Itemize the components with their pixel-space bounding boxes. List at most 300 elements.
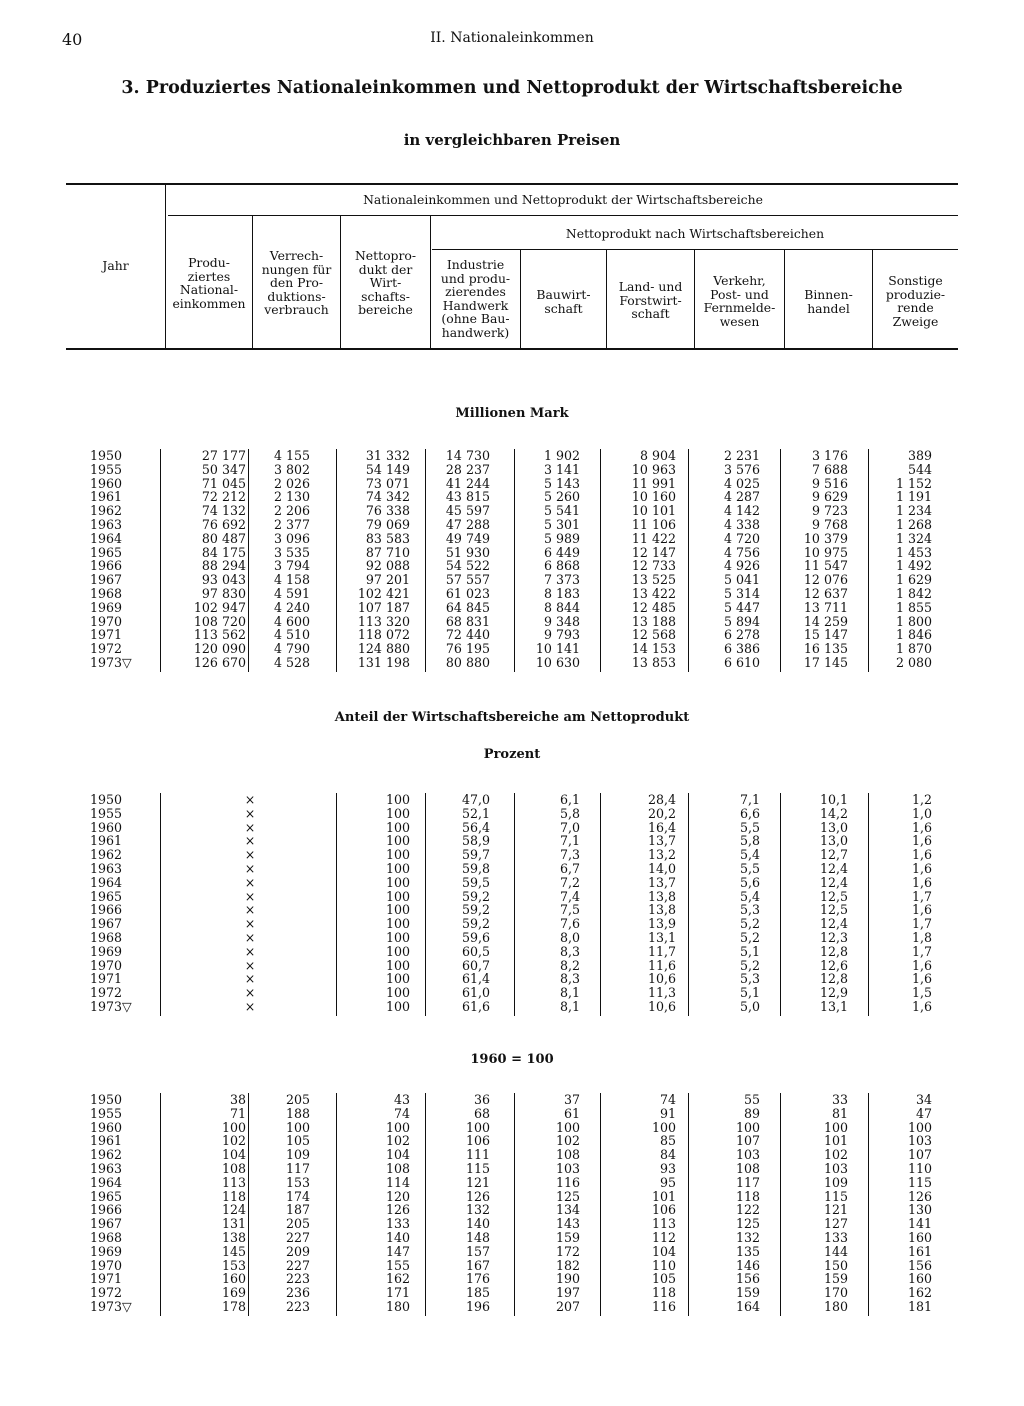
value-cell: 389 [907, 448, 932, 463]
year-cell: 1970 [90, 1257, 123, 1273]
table-row [0, 1286, 1024, 1300]
value-cell: 1,7 [911, 888, 932, 904]
value-cell: 100 [385, 805, 410, 821]
value-cell: 12 147 [631, 544, 676, 560]
value-cell: 10 141 [535, 641, 580, 657]
value-cell: 185 [465, 1285, 490, 1301]
value-cell: 52,1 [461, 805, 490, 821]
cross-mark-cell: × [244, 930, 256, 945]
value-cell: 13 188 [631, 613, 676, 629]
value-cell: 10,1 [819, 792, 848, 807]
value-cell: 59,5 [461, 874, 490, 890]
value-cell: 12 485 [631, 599, 676, 615]
value-cell: 6,6 [739, 805, 760, 821]
table-row [0, 477, 1024, 491]
year-cell: 1962 [90, 847, 123, 863]
value-cell: 133 [385, 1216, 410, 1232]
table-row [0, 490, 1024, 504]
value-cell: 159 [555, 1230, 580, 1245]
value-cell: 11 991 [631, 475, 676, 491]
column-divider [336, 793, 337, 1016]
column-divider [160, 449, 161, 672]
column-divider [425, 793, 426, 1016]
year-cell: 1966 [90, 1202, 123, 1218]
column-divider [688, 793, 689, 1016]
value-cell: 6,1 [559, 792, 580, 807]
value-cell: 113 [221, 1174, 246, 1190]
table-row [0, 1190, 1024, 1204]
value-cell: 108 [385, 1161, 410, 1176]
column-divider [514, 1093, 515, 1316]
value-cell: 8,3 [559, 971, 580, 987]
value-cell: 122 [735, 1202, 760, 1218]
value-cell: 10,6 [647, 971, 676, 987]
value-cell: 107 187 [357, 599, 410, 615]
value-cell: 36 [473, 1092, 490, 1107]
cross-mark-cell: × [244, 847, 256, 863]
value-cell: 1,7 [911, 916, 932, 932]
value-cell: 9 768 [811, 517, 848, 532]
value-cell: 57 557 [445, 572, 490, 588]
value-cell: 4 756 [723, 544, 760, 560]
value-cell: 8,1 [559, 985, 580, 1001]
value-cell: 72 440 [445, 627, 490, 643]
table-row [0, 546, 1024, 560]
cross-mark-cell: × [244, 999, 256, 1014]
column-divider [425, 449, 426, 672]
year-cell: 1964 [90, 1174, 123, 1190]
value-cell: 12,4 [819, 916, 848, 932]
year-cell: 1950 [90, 792, 123, 807]
value-cell: 14 259 [803, 613, 848, 629]
value-cell: 72 212 [201, 489, 246, 505]
value-cell: 8,1 [559, 999, 580, 1014]
table-row [0, 518, 1024, 532]
column-divider [600, 1093, 601, 1316]
value-cell: 100 [651, 1119, 676, 1135]
table-row [0, 1107, 1024, 1121]
value-cell: 111 [465, 1147, 490, 1163]
value-cell: 103 [735, 1147, 760, 1163]
value-cell: 12,5 [819, 888, 848, 904]
year-cell: 1973▽ [90, 999, 132, 1014]
value-cell: 1 800 [895, 613, 932, 629]
year-cell: 1961 [90, 489, 123, 505]
header-col-bauwirtschaft: Bauwirt- schaft [536, 287, 591, 316]
value-cell: 13,0 [819, 819, 848, 835]
value-cell: 148 [465, 1230, 490, 1245]
value-cell: 54 149 [365, 461, 410, 477]
value-cell: 100 [907, 1119, 932, 1135]
value-cell: 97 201 [365, 572, 410, 588]
value-cell: 10 975 [803, 544, 848, 560]
value-cell: 196 [465, 1299, 490, 1314]
value-cell: 100 [385, 874, 410, 890]
header-col-produziertes-nationaleinkommen: Produ- ziertes National- einkommen [172, 255, 246, 311]
value-cell: 6,7 [559, 861, 580, 876]
cross-mark-cell: × [244, 861, 256, 876]
year-cell: 1955 [90, 805, 123, 821]
column-divider [600, 793, 601, 1016]
value-cell: 9 629 [811, 489, 848, 505]
table-row [0, 532, 1024, 546]
value-cell: 1,6 [911, 957, 932, 973]
value-cell: 12,8 [819, 971, 848, 987]
value-cell: 120 090 [193, 641, 246, 657]
value-cell: 143 [555, 1216, 580, 1232]
value-cell: 87 710 [365, 544, 410, 560]
section-millionen-mark: Millionen Mark [455, 406, 569, 421]
value-cell: 103 [555, 1161, 580, 1176]
value-cell: 11 547 [803, 558, 848, 574]
value-cell: 97 830 [201, 586, 246, 601]
year-cell: 1963 [90, 861, 123, 876]
value-cell: 5 989 [543, 530, 580, 546]
table-row [0, 463, 1024, 477]
table-row [0, 1000, 1024, 1014]
year-cell: 1964 [90, 874, 123, 890]
table-row [0, 821, 1024, 835]
value-cell: 127 [823, 1216, 848, 1232]
value-cell: 13,8 [647, 902, 676, 918]
value-cell: 115 [465, 1161, 490, 1176]
value-cell: 9 348 [543, 613, 580, 629]
column-divider [780, 793, 781, 1016]
header-bottom-rule [66, 348, 958, 350]
table-row [0, 793, 1024, 807]
value-cell: 145 [221, 1243, 246, 1259]
year-cell: 1972 [90, 985, 123, 1001]
value-cell: 74 132 [201, 503, 246, 519]
value-cell: 121 [823, 1202, 848, 1218]
value-cell: 112 [651, 1230, 676, 1245]
value-cell: 47,0 [461, 792, 490, 807]
year-cell: 1972 [90, 641, 123, 657]
column-divider [688, 449, 689, 672]
value-cell: 209 [285, 1243, 310, 1259]
value-cell: 8 183 [543, 586, 580, 601]
table-row [0, 1148, 1024, 1162]
value-cell: 1 842 [895, 586, 932, 601]
year-cell: 1971 [90, 627, 123, 643]
value-cell: 15 147 [803, 627, 848, 643]
value-cell: 107 [907, 1147, 932, 1163]
value-cell: 178 [221, 1299, 246, 1314]
value-cell: 9 723 [811, 503, 848, 519]
value-cell: 8,2 [559, 957, 580, 973]
page-subtitle: in vergleichbaren Preisen [403, 131, 621, 149]
value-cell: 1 453 [895, 544, 932, 560]
value-cell: 6 386 [723, 641, 760, 657]
value-cell: 59,8 [461, 861, 490, 876]
value-cell: 138 [221, 1230, 246, 1245]
table-row [0, 1203, 1024, 1217]
value-cell: 180 [823, 1299, 848, 1314]
value-cell: 85 [659, 1133, 676, 1149]
year-cell: 1968 [90, 930, 123, 945]
value-cell: 126 670 [193, 655, 246, 670]
value-cell: 1,6 [911, 861, 932, 876]
page-number: 40 [62, 30, 83, 49]
value-cell: 110 [651, 1257, 676, 1273]
value-cell: 89 [743, 1105, 760, 1121]
column-divider [336, 449, 337, 672]
value-cell: 5,0 [739, 999, 760, 1014]
value-cell: 161 [907, 1243, 932, 1259]
value-cell: 5,2 [739, 957, 760, 973]
year-cell: 1969 [90, 943, 123, 959]
value-cell: 4 155 [273, 448, 310, 463]
table-row [0, 876, 1024, 890]
value-cell: 5,4 [739, 888, 760, 904]
value-cell: 4 720 [723, 530, 760, 546]
value-cell: 133 [823, 1230, 848, 1245]
value-cell: 1 629 [895, 572, 932, 588]
value-cell: 54 522 [445, 558, 490, 574]
value-cell: 38 [229, 1092, 246, 1107]
value-cell: 160 [907, 1271, 932, 1287]
table-row [0, 615, 1024, 629]
value-cell: 167 [465, 1257, 490, 1273]
value-cell: 61 [563, 1105, 580, 1121]
value-cell: 5 447 [723, 599, 760, 615]
value-cell: 1,6 [911, 833, 932, 849]
value-cell: 176 [465, 1271, 490, 1287]
value-cell: 227 [285, 1257, 310, 1273]
value-cell: 8,3 [559, 943, 580, 959]
value-cell: 159 [823, 1271, 848, 1287]
value-cell: 5,6 [739, 874, 760, 890]
value-cell: 544 [907, 461, 932, 477]
value-cell: 84 175 [201, 544, 246, 560]
value-cell: 107 [735, 1133, 760, 1149]
value-cell: 47 [915, 1105, 932, 1121]
value-cell: 113 562 [193, 627, 246, 643]
header-col-industrie: Industrie und produ- zierendes Handwerk (ohne Bau- handwerk) [440, 257, 511, 340]
cross-mark-cell: × [244, 888, 256, 904]
value-cell: 100 [385, 792, 410, 807]
table-row [0, 972, 1024, 986]
value-cell: 172 [555, 1243, 580, 1259]
value-cell: 91 [659, 1105, 676, 1121]
value-cell: 3 141 [543, 461, 580, 477]
value-cell: 100 [385, 999, 410, 1014]
page-title: 3. Produziertes Nationaleinkommen und Nettoprodukt der Wirtschaftsbereiche [121, 78, 903, 98]
table-row [0, 504, 1024, 518]
value-cell: 55 [743, 1092, 760, 1107]
value-cell: 17 145 [803, 655, 848, 670]
year-cell: 1970 [90, 613, 123, 629]
year-cell: 1960 [90, 475, 123, 491]
value-cell: 147 [385, 1243, 410, 1259]
value-cell: 76 195 [445, 641, 490, 657]
value-cell: 59,7 [461, 847, 490, 863]
value-cell: 153 [221, 1257, 246, 1273]
table-row [0, 1176, 1024, 1190]
value-cell: 100 [385, 985, 410, 1001]
value-cell: 59,2 [461, 888, 490, 904]
value-cell: 2 231 [723, 448, 760, 463]
column-divider [688, 1093, 689, 1316]
value-cell: 7,4 [559, 888, 580, 904]
column-divider [248, 449, 249, 672]
value-cell: 169 [221, 1285, 246, 1301]
value-cell: 118 [651, 1285, 676, 1301]
value-cell: 121 [465, 1174, 490, 1190]
value-cell: 74 [659, 1092, 676, 1107]
value-cell: 170 [823, 1285, 848, 1301]
value-cell: 71 045 [201, 475, 246, 491]
value-cell: 114 [385, 1174, 410, 1190]
value-cell: 1,6 [911, 819, 932, 835]
value-cell: 50 347 [201, 461, 246, 477]
year-cell: 1965 [90, 544, 123, 560]
table-row [0, 848, 1024, 862]
value-cell: 12,8 [819, 943, 848, 959]
value-cell: 3 176 [811, 448, 848, 463]
value-cell: 6 278 [723, 627, 760, 643]
header-col-land-forstwirtschaft: Land- und Forstwirt- schaft [618, 279, 683, 322]
table-row [0, 890, 1024, 904]
value-cell: 5,2 [739, 916, 760, 932]
value-cell: 156 [907, 1257, 932, 1273]
value-cell: 56,4 [461, 819, 490, 835]
value-cell: 10 379 [803, 530, 848, 546]
value-cell: 80 880 [445, 655, 490, 670]
value-cell: 126 [385, 1202, 410, 1218]
value-cell: 2 206 [273, 503, 310, 519]
value-cell: 182 [555, 1257, 580, 1273]
table-row [0, 807, 1024, 821]
value-cell: 27 177 [201, 448, 246, 463]
table-row [0, 986, 1024, 1000]
value-cell: 100 [385, 971, 410, 987]
year-cell: 1973▽ [90, 1299, 132, 1314]
value-cell: 31 332 [365, 448, 410, 463]
value-cell: 43 815 [445, 489, 490, 505]
value-cell: 16 135 [803, 641, 848, 657]
year-cell: 1973▽ [90, 655, 132, 670]
value-cell: 5,1 [739, 943, 760, 959]
value-cell: 45 597 [445, 503, 490, 519]
value-cell: 126 [907, 1188, 932, 1204]
header-group-sub: Nettoprodukt nach Wirtschaftsbereichen [565, 226, 825, 241]
value-cell: 180 [385, 1299, 410, 1314]
value-cell: 60,7 [461, 957, 490, 973]
table-row [0, 587, 1024, 601]
value-cell: 12,5 [819, 902, 848, 918]
year-cell: 1971 [90, 1271, 123, 1287]
value-cell: 14 153 [631, 641, 676, 657]
cross-mark-cell: × [244, 971, 256, 987]
header-col-verrechnungen: Verrech- nungen für den Pro- duktions- verbrauch [261, 248, 332, 318]
value-cell: 125 [735, 1216, 760, 1232]
table-row [0, 1134, 1024, 1148]
value-cell: 12 076 [803, 572, 848, 588]
value-cell: 106 [651, 1202, 676, 1218]
value-cell: 4 510 [273, 627, 310, 643]
value-cell: 5 041 [723, 572, 760, 588]
value-cell: 150 [823, 1257, 848, 1273]
value-cell: 3 576 [723, 461, 760, 477]
value-cell: 7 373 [543, 572, 580, 588]
value-cell: 76 338 [365, 503, 410, 519]
value-cell: 115 [907, 1174, 932, 1190]
value-cell: 93 [659, 1161, 676, 1176]
value-cell: 3 535 [273, 544, 310, 560]
value-cell: 71 [229, 1105, 246, 1121]
value-cell: 58,9 [461, 833, 490, 849]
column-divider [868, 449, 869, 672]
value-cell: 13 525 [631, 572, 676, 588]
value-cell: 11,7 [647, 943, 676, 959]
value-cell: 13 711 [803, 599, 848, 615]
table-row [0, 1121, 1024, 1135]
value-cell: 205 [285, 1216, 310, 1232]
table-row [0, 656, 1024, 670]
value-cell: 47 288 [445, 517, 490, 532]
value-cell: 12,7 [819, 847, 848, 863]
value-cell: 8 844 [543, 599, 580, 615]
table-row [0, 834, 1024, 848]
table-row [0, 628, 1024, 642]
value-cell: 102 [385, 1133, 410, 1149]
value-cell: 100 [555, 1119, 580, 1135]
value-cell: 135 [735, 1243, 760, 1259]
value-cell: 28,4 [647, 792, 676, 807]
value-cell: 100 [385, 943, 410, 959]
value-cell: 1 846 [895, 627, 932, 643]
value-cell: 1 234 [895, 503, 932, 519]
header-rule-group [168, 215, 958, 216]
value-cell: 1,0 [911, 805, 932, 821]
value-cell: 10 963 [631, 461, 676, 477]
value-cell: 13 853 [631, 655, 676, 670]
value-cell: 100 [465, 1119, 490, 1135]
value-cell: 160 [907, 1230, 932, 1245]
value-cell: 5,3 [739, 971, 760, 987]
value-cell: 6 868 [543, 558, 580, 574]
value-cell: 4 338 [723, 517, 760, 532]
value-cell: 108 [221, 1161, 246, 1176]
value-cell: 100 [385, 861, 410, 876]
value-cell: 1,2 [911, 792, 932, 807]
value-cell: 205 [285, 1092, 310, 1107]
value-cell: 13,7 [647, 833, 676, 849]
value-cell: 100 [385, 957, 410, 973]
value-cell: 7,1 [739, 792, 760, 807]
value-cell: 5 894 [723, 613, 760, 629]
table-row [0, 917, 1024, 931]
header-rule-subgroup [432, 249, 958, 250]
value-cell: 190 [555, 1271, 580, 1287]
value-cell: 7,0 [559, 819, 580, 835]
value-cell: 5,8 [739, 833, 760, 849]
value-cell: 187 [285, 1202, 310, 1218]
value-cell: 61,6 [461, 999, 490, 1014]
value-cell: 5 260 [543, 489, 580, 505]
value-cell: 64 845 [445, 599, 490, 615]
year-cell: 1967 [90, 916, 123, 932]
value-cell: 153 [285, 1174, 310, 1190]
value-cell: 13,7 [647, 874, 676, 890]
section-prozent: Prozent [483, 747, 541, 762]
year-cell: 1965 [90, 888, 123, 904]
value-cell: 2 080 [895, 655, 932, 670]
value-cell: 124 880 [357, 641, 410, 657]
table-row [0, 959, 1024, 973]
value-cell: 113 320 [357, 613, 410, 629]
